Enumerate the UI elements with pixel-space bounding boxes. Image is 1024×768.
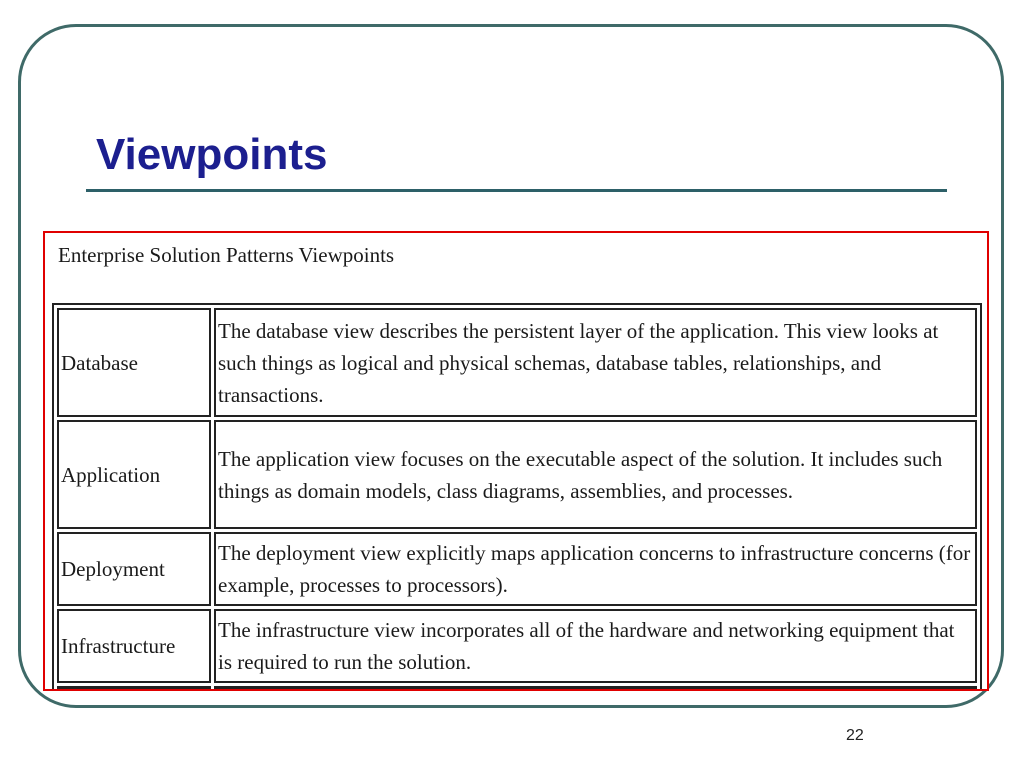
table-row-database [57, 308, 977, 417]
viewpoints-figure [43, 231, 989, 691]
table-row-deployment [57, 532, 977, 606]
table-row-infrastructure [57, 609, 977, 683]
slide-title: Viewpoints [96, 130, 328, 179]
page-number: 22 [846, 727, 864, 744]
viewpoint-name: Deployment [57, 532, 211, 606]
viewpoints-table [52, 303, 982, 691]
viewpoint-description: The infrastructure view incorporates all of the hardware and networking equipment that is required to run the solution. [214, 609, 977, 683]
viewpoint-description: The deployment view explicitly maps application concerns to infrastructure concerns (for example, processes to processors). [214, 532, 977, 606]
title-divider [86, 189, 947, 192]
viewpoint-name: Infrastructure [57, 609, 211, 683]
figure-caption: Enterprise Solution Patterns Viewpoints [58, 243, 395, 267]
table-row-application [57, 420, 977, 529]
empty-cell [57, 686, 211, 690]
viewpoint-name: Database [57, 308, 211, 417]
table-row-cut-off [57, 686, 977, 690]
viewpoint-description: The database view describes the persistent layer of the application. This view looks at such things as logical and physical schemas, database tables, relationships, and transactions. [214, 308, 977, 417]
viewpoint-name: Application [57, 420, 211, 529]
viewpoint-description: The application view focuses on the executable aspect of the solution. It includes such things as domain models, class diagrams, assemblies, and processes. [214, 420, 977, 529]
empty-cell [214, 686, 977, 690]
